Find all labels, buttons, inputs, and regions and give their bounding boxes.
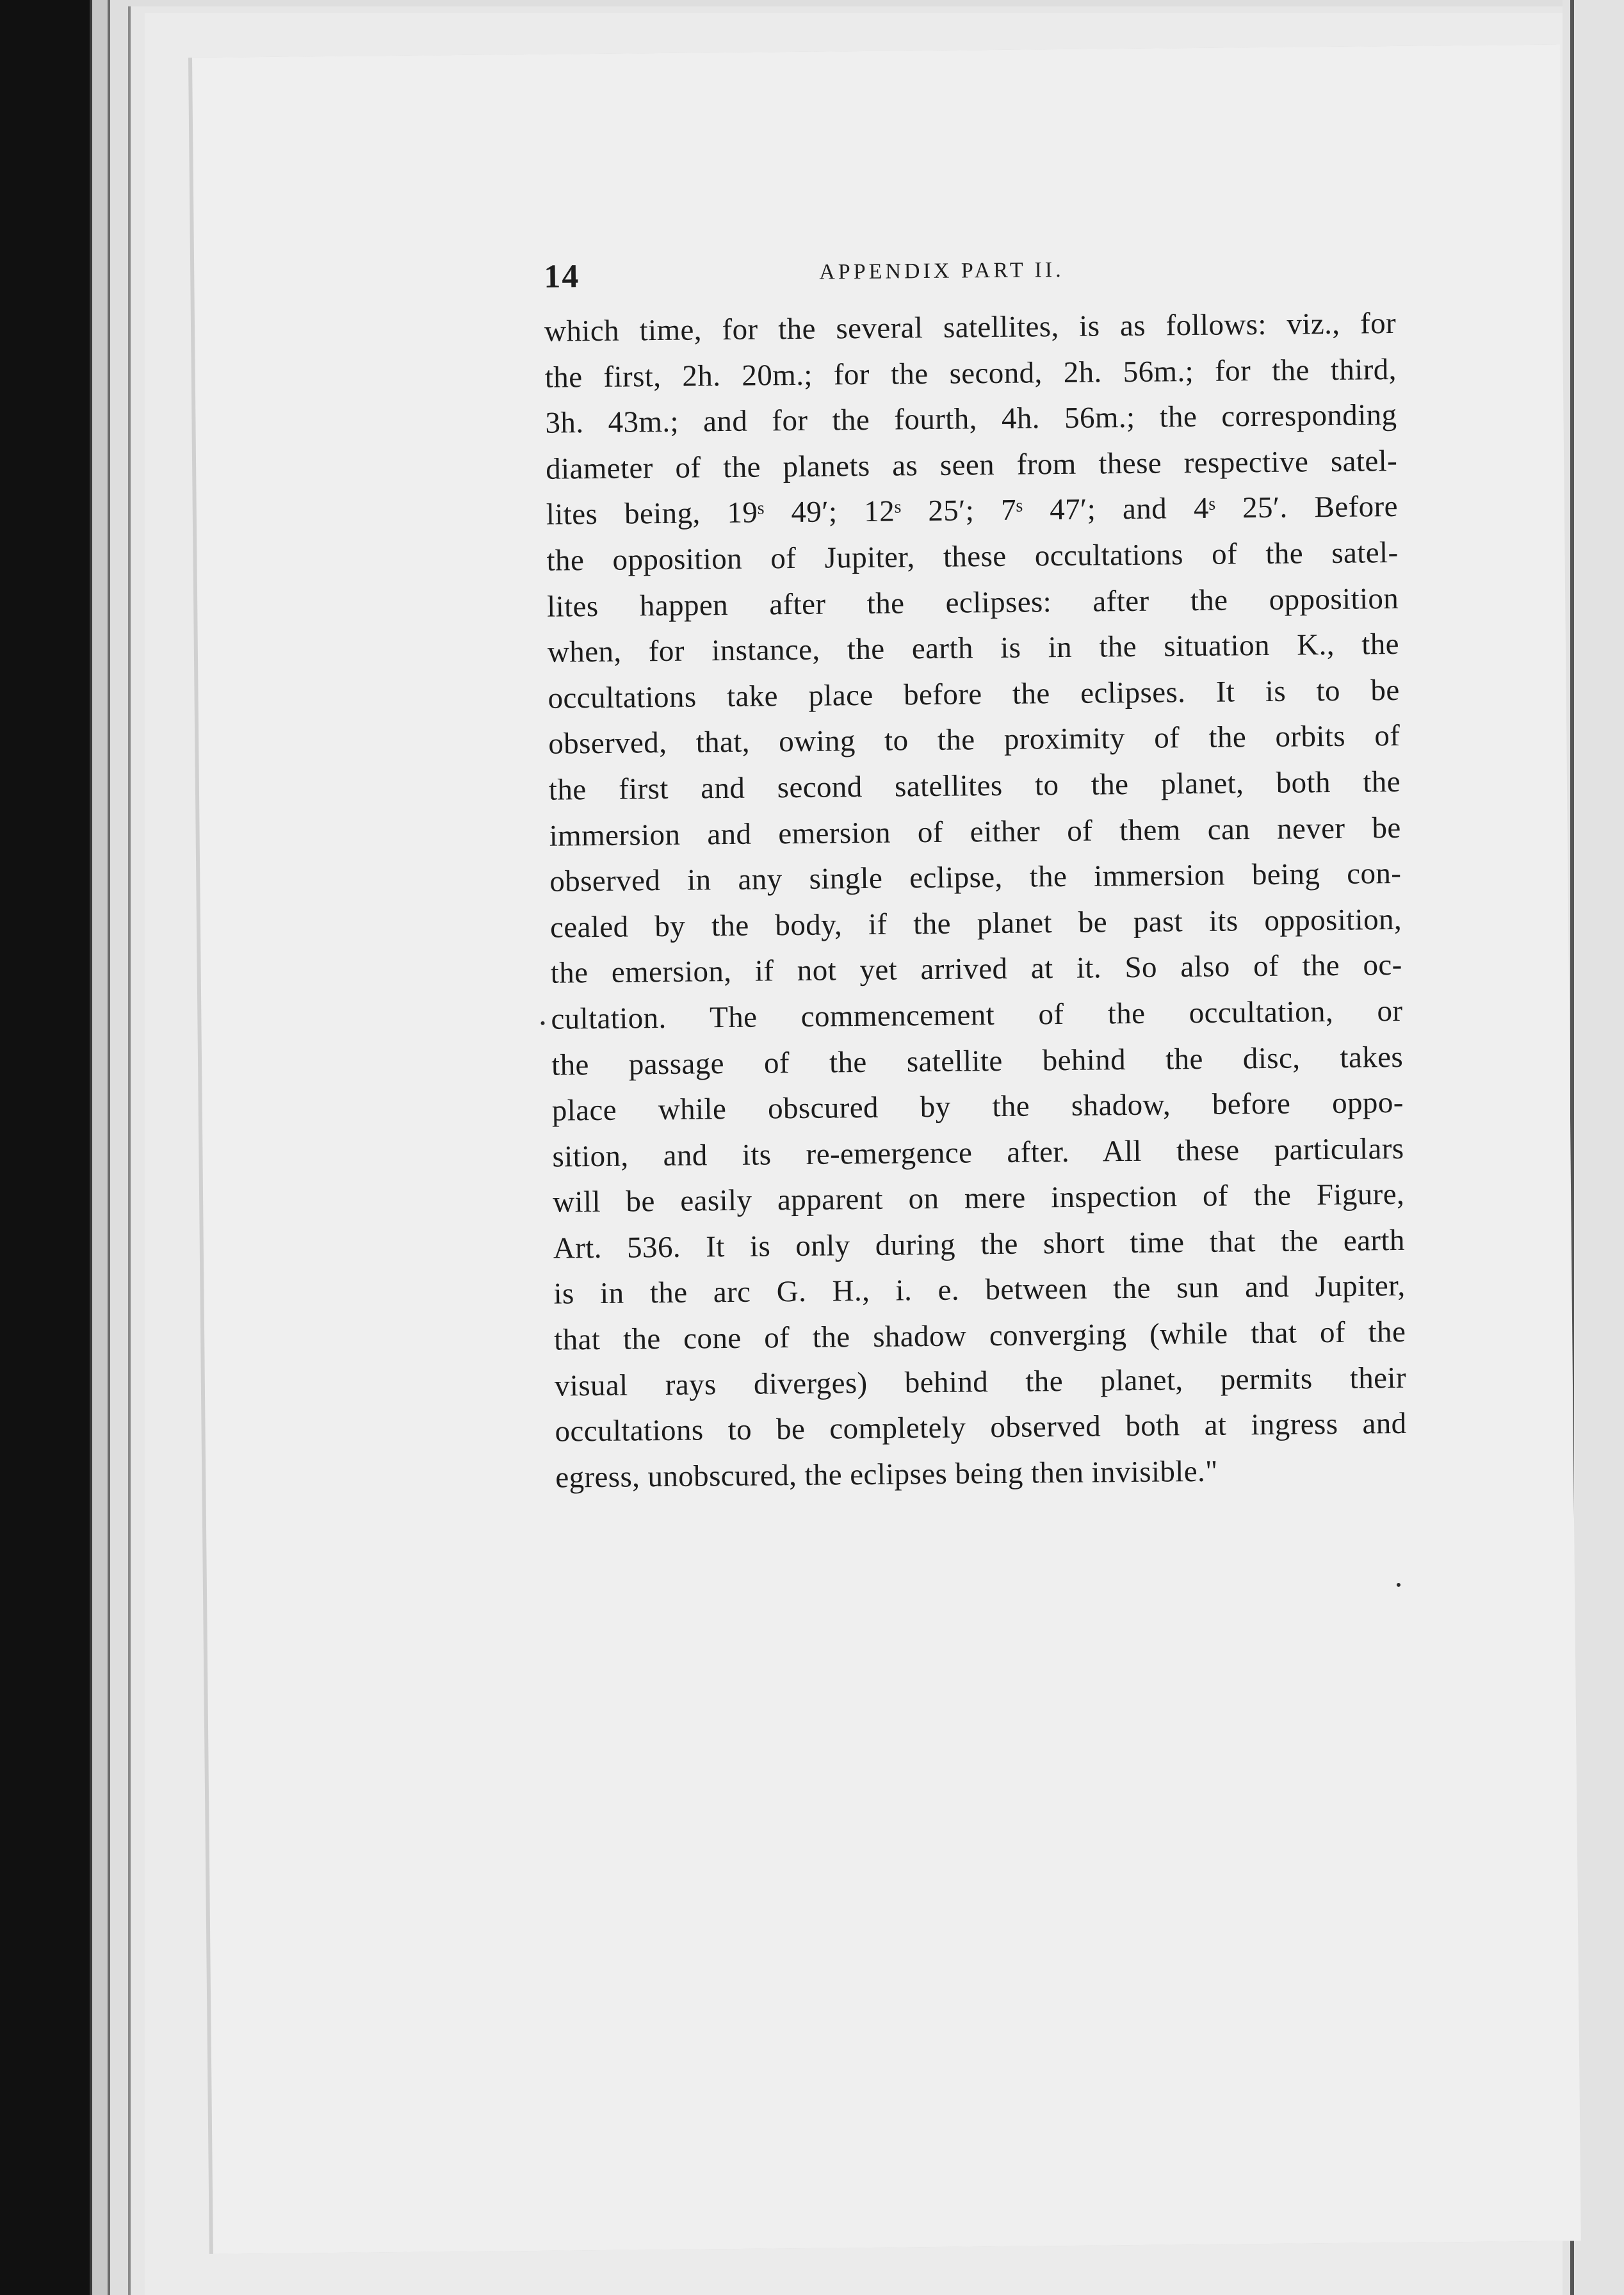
scan-speck [1397,1583,1401,1587]
text-line: place while obscured by the shadow, before oppo- [551,1086,1404,1128]
text-line: cealed by the body, if the planet be past its opposition, [549,902,1402,945]
page-edge-line [90,0,92,2295]
book-page [192,44,1581,2253]
text-line: the emersion, if not yet arrived at it. So also of the oc- [550,948,1402,991]
text-line: when, for instance, the earth is in the situation K., the [547,628,1400,669]
page-header [544,250,1396,303]
text-line: Art. 536. It is only during the short time that the earth [553,1223,1406,1265]
running-head: APPENDIX PART II. [819,257,1064,284]
text-line: occultations take place before the eclipses. It is to be [548,673,1400,715]
page-edge-line [128,6,131,2295]
text-line: the opposition of Jupiter, these occultations of the satel- [546,535,1399,578]
scan-speck [540,1021,544,1025]
text-line: visual rays diverges) behind the planet, permits their [554,1361,1407,1403]
text-line: the passage of the satellite behind the disc, takes [551,1040,1404,1082]
text-line: will be easily apparent on mere inspection of the Figure, [552,1178,1405,1219]
scan-left-border [0,0,90,2295]
text-line: 3h. 43m.; and for the fourth, 4h. 56m.; the corresponding [545,398,1397,440]
text-line: lites happen after the eclipses: after the opposition [547,581,1399,624]
text-line: immersion and emersion of either of them can never be [549,811,1401,853]
text-line: diameter of the planets as seen from these respective satel- [545,444,1398,486]
text-line: that the cone of the shadow converging (while that of the [554,1315,1406,1357]
text-line: sition, and its re-emergence after. All these particulars [552,1131,1404,1174]
text-line: cultation. The commencement of the occultation, or [551,994,1403,1036]
text-line: observed in any single eclipse, the immersion being con- [549,857,1402,898]
page-edge-line [108,0,110,2295]
text-line: lites being, 19ˢ 49′; 12ˢ 25′; 7ˢ 47′; and 4ˢ 25′. Before [546,490,1399,532]
page-number: 14 [544,258,580,295]
text-line: egress, unobscured, the eclipses being then invisible." [555,1454,1218,1495]
text-line: is in the arc G. H., i. e. between the sun and Jupiter, [553,1269,1406,1311]
text-line: which time, for the several satellites, is as follows: viz., for [544,306,1397,348]
text-line: observed, that, owing to the proximity of the orbits of [548,719,1401,761]
body-text [544,301,1408,1501]
text-line: occultations to be completely observed both at ingress and [555,1407,1407,1448]
text-line: the first, 2h. 20m.; for the second, 2h. 56m.; for the third, [544,352,1397,394]
text-line: the first and second satellites to the planet, both the [548,765,1401,807]
